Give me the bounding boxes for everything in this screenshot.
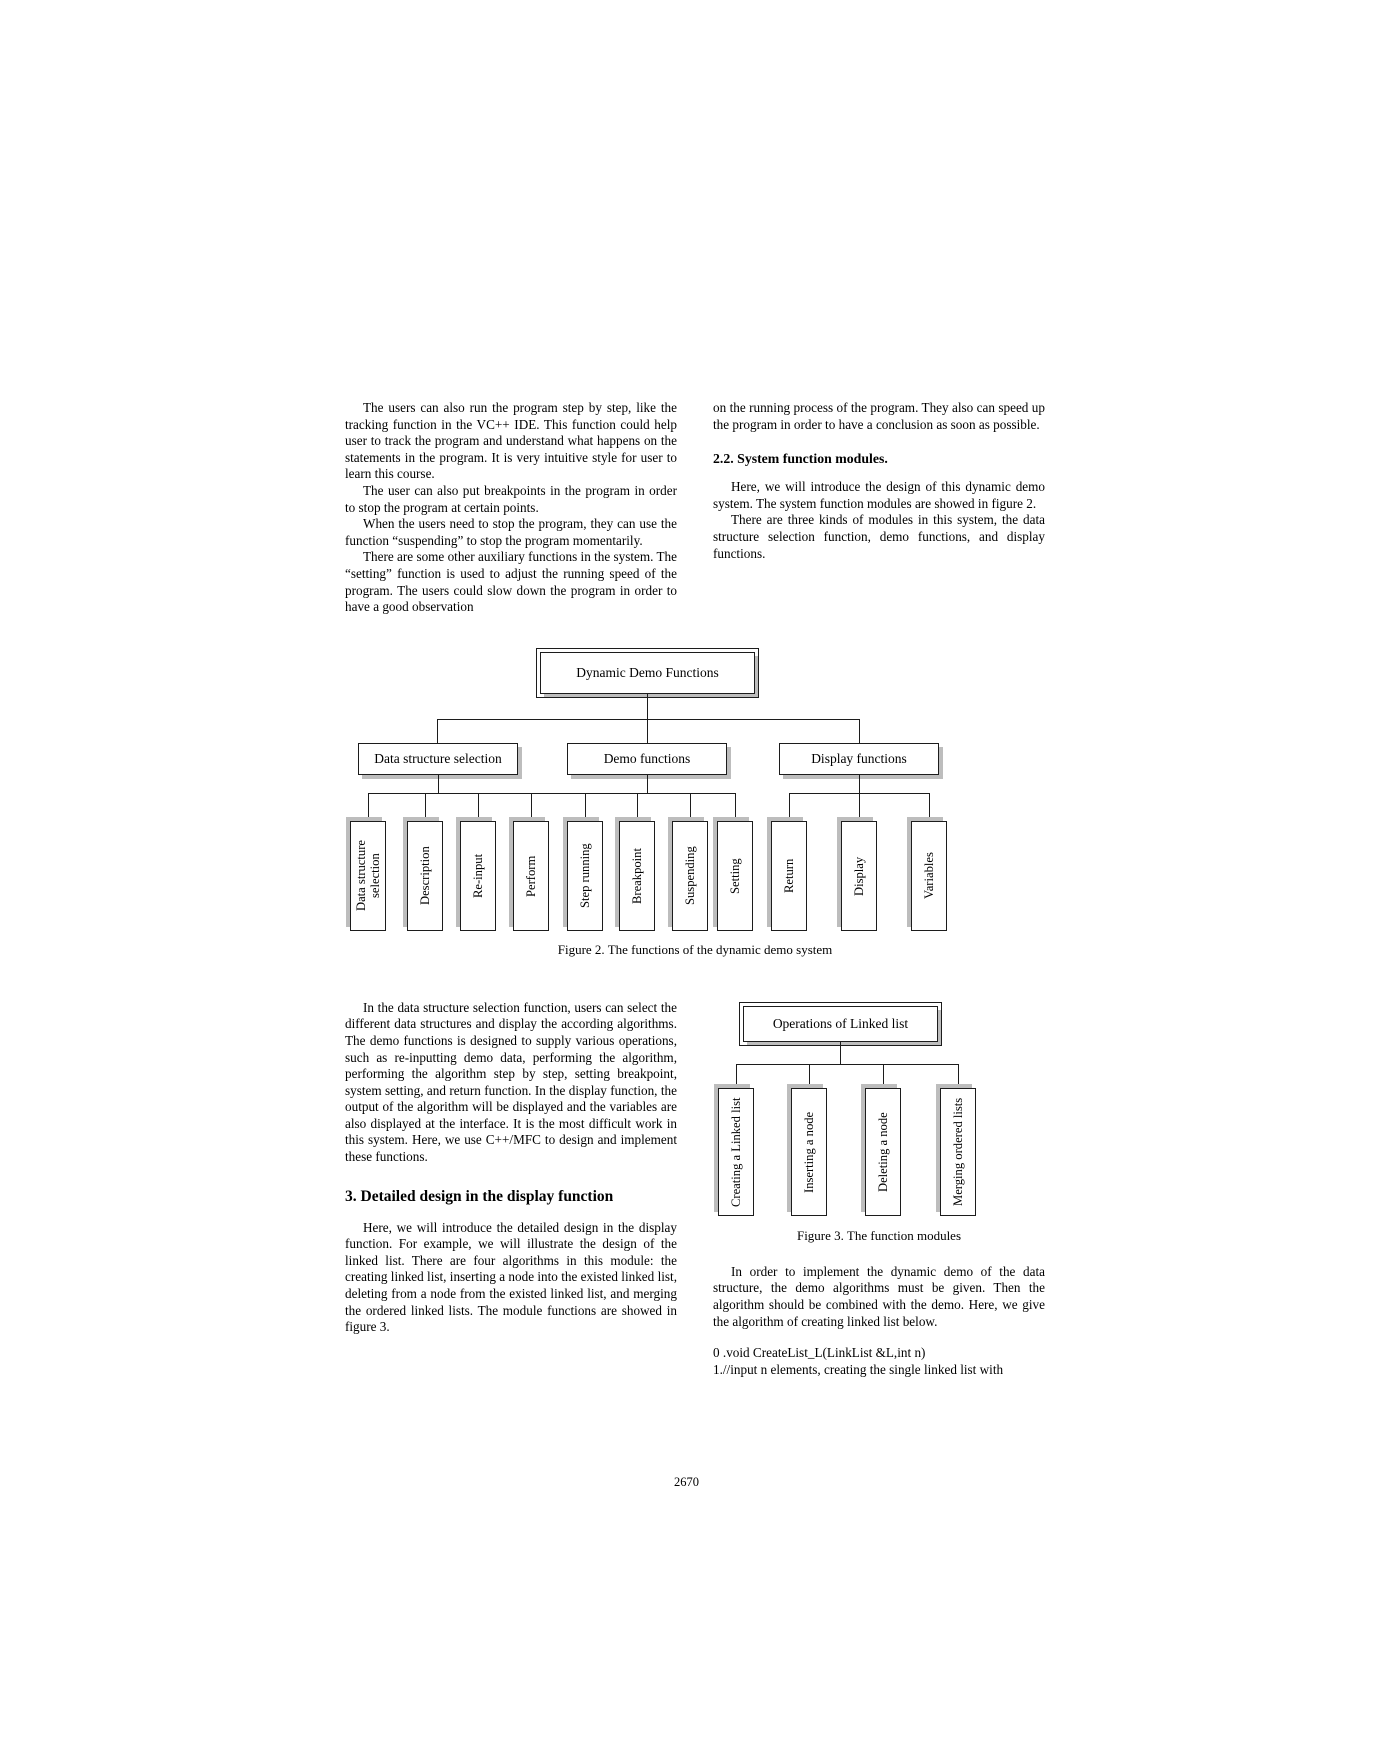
fig2-leaf-label: Display <box>852 856 866 896</box>
fig2-leaf-label: Description <box>418 846 432 906</box>
fig2-leaf-setting <box>717 821 753 931</box>
fig3-root-node <box>743 1006 938 1042</box>
fig2-leaf-variables <box>911 821 947 931</box>
paragraph: In the data structure selection function, users can select the different data structures and display the according algorithms. The demo functions is designed to supply various operations, such as re-inputting demo data, performing the algorithm, performing the algorithm step by step, setting breakpoint, system setting, and return function. In the display function, the output of the algorithm will be displayed and the variables are also displayed at the interface. It is the most difficult work in this system. Here, we use C++/MFC to design and implement these functions. <box>345 999 677 1165</box>
fig2-leaf-label: Perform <box>524 855 538 897</box>
figure-2 <box>345 642 1045 957</box>
connector <box>531 793 532 821</box>
connector <box>929 793 930 821</box>
connector <box>647 775 648 793</box>
top-columns <box>345 400 1045 616</box>
connector <box>958 1064 959 1088</box>
fig2-node-label: Display functions <box>811 750 907 766</box>
fig3-leaf-deleting-a-node <box>865 1088 901 1216</box>
connector <box>637 793 638 821</box>
fig2-leaf-display <box>841 821 877 931</box>
fig2-leaf-label: Setting <box>728 857 742 894</box>
connector <box>883 1064 884 1088</box>
code-line: 0 .void CreateList_L(LinkList &L,int n) <box>713 1345 926 1361</box>
fig2-node-demo-functions <box>567 743 727 775</box>
fig3-root-label: Operations of Linked list <box>772 1015 909 1031</box>
fig2-node-display-functions <box>779 743 939 775</box>
connector <box>809 1064 810 1088</box>
fig3-leaf-label: Deleting a node <box>876 1111 890 1192</box>
connector <box>840 1042 841 1064</box>
fig2-root-label: Dynamic Demo Functions <box>576 664 719 680</box>
connector <box>585 793 586 821</box>
fig2-leaf-description <box>407 821 443 931</box>
fig2-leaf-label: Re-input <box>471 853 485 898</box>
figure-3 <box>713 1000 1045 1250</box>
fig2-node-label: Data structure selection <box>374 750 502 766</box>
fig2-leaf-label: Breakpoint <box>630 847 644 904</box>
lower-right-column <box>713 1000 1045 1378</box>
connector <box>736 1064 958 1065</box>
fig2-leaf-step-running <box>567 821 603 931</box>
left-column <box>345 400 677 616</box>
connector <box>425 793 426 821</box>
fig2-leaf-return <box>771 821 807 931</box>
page-number: 2670 <box>674 1475 699 1489</box>
connector <box>647 719 648 743</box>
paragraph: In order to implement the dynamic demo of the data structure, the demo algorithms must be given. Then the algorithm should be combined with the demo. Here, we give the algorithm of creating linked list below. <box>713 1263 1045 1329</box>
fig2-leaf-label: Step running <box>578 843 592 909</box>
fig3-leaf-inserting-a-node <box>791 1088 827 1216</box>
fig2-leaf-re-input <box>460 821 496 931</box>
paragraph: Here, we will introduce the detailed design in the display function. For example, we will illustrate the design of the linked list. There are four algorithms in this module: the creating linked list, inserting a node into the existed linked list, deleting from a node from the existed linked list, and merging the ordered linked lists. The module functions are showed in figure 3. <box>345 1219 677 1335</box>
section-heading-2-2: 2.2. System function modules. <box>713 451 888 467</box>
bottom-columns <box>345 1000 1045 1378</box>
fig3-leaf-merging-ordered-lists <box>940 1088 976 1216</box>
code-line: 1.//input n elements, creating the single linked list with <box>713 1362 1004 1378</box>
fig3-leaf-label: Merging ordered lists <box>951 1097 965 1206</box>
fig2-leaf-breakpoint <box>619 821 655 931</box>
fig2-root-node <box>540 652 755 694</box>
section-heading-3: 3. Detailed design in the display function <box>345 1187 614 1205</box>
lower-left-column <box>345 1000 677 1336</box>
paragraph: on the running process of the program. They also can speed up the program in order to have a conclusion as soon as possible. <box>713 400 1045 432</box>
fig2-node-data-structure-selection <box>358 743 518 775</box>
fig2-leaf-label: Data structure selection <box>354 840 382 912</box>
fig2-leaf-data-structure-selection <box>350 821 386 931</box>
figure-2-caption: Figure 2. The functions of the dynamic demo system <box>557 941 833 957</box>
fig2-leaf-perform <box>513 821 549 931</box>
paragraph: When the users need to stop the program, they can use the function “suspending” to stop the program momentarily. <box>345 516 677 548</box>
fig3-leaf-label: Creating a Linked list <box>729 1096 743 1207</box>
paragraph: Here, we will introduce the design of this dynamic demo system. The system function modules are showed in figure 2. <box>713 479 1045 511</box>
connector <box>735 793 736 821</box>
connector <box>647 694 648 719</box>
connector <box>437 719 438 743</box>
connector <box>859 775 860 793</box>
connector <box>368 793 369 821</box>
connector <box>736 1064 737 1088</box>
connector <box>859 793 860 821</box>
fig2-leaf-label: Suspending <box>683 846 697 906</box>
fig2-leaf-label: Variables <box>922 852 936 900</box>
paragraph: The user can also put breakpoints in the program in order to stop the program at certain points. <box>345 482 677 515</box>
paragraph: The users can also run the program step by step, like the tracking function in the VC++ IDE. This function could help user to track the program and understand what happens on the statements in the program. It is very intuitive style for user to learn this course. <box>345 400 677 482</box>
fig2-node-label: Demo functions <box>603 750 691 766</box>
paragraph: There are three kinds of modules in this system, the data structure selection function, demo functions, and display functions. <box>713 512 1045 561</box>
fig2-leaf-suspending <box>672 821 708 931</box>
fig3-leaf-label: Inserting a node <box>802 1111 816 1193</box>
connector <box>425 793 735 794</box>
connector <box>789 793 790 821</box>
fig3-leaf-creating-a-linked-list <box>718 1088 754 1216</box>
connector <box>438 775 439 793</box>
connector <box>690 793 691 821</box>
connector <box>859 719 860 743</box>
connector <box>478 793 479 821</box>
paragraph: There are some other auxiliary functions in the system. The “setting” function is used to adjust the running speed of the program. The users could slow down the program in order to have a good observation <box>345 549 677 615</box>
figure-3-caption: Figure 3. The function modules <box>796 1227 962 1243</box>
fig2-leaf-label: Return <box>782 858 796 893</box>
page-content <box>345 400 1045 1378</box>
right-column <box>713 400 1045 562</box>
